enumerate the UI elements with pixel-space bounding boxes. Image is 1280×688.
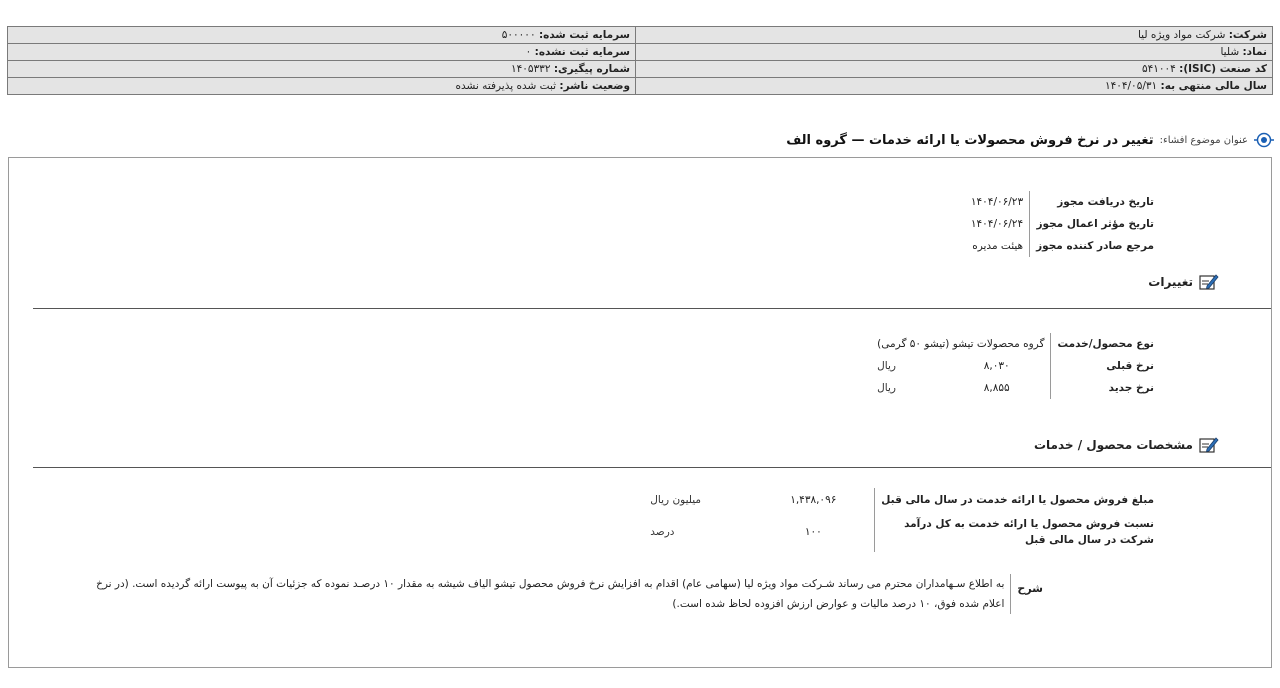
ratio-unit: درصد — [650, 526, 675, 538]
ratio-label-line-1: نسبت فروش محصول یا ارائه خدمت به کل درآمد — [904, 518, 1154, 530]
permit-receive-date-value: ۱۴۰۴/۰۶/۲۳ — [970, 196, 1024, 208]
table-row — [967, 235, 1158, 257]
table-row — [646, 512, 1158, 552]
prev-rate-value: ۸,۰۳۰ — [983, 360, 1010, 372]
changes-table — [873, 333, 1158, 399]
changes-divider — [33, 308, 1271, 309]
isic-value: ۵۴۱۰۰۴ — [1141, 63, 1176, 75]
fiscal-cell — [636, 78, 1273, 95]
capital-registered-label: سرمایه ثبت شده: — [538, 29, 630, 41]
publisher-status-value: ثبت شده پذیرفته نشده — [455, 80, 557, 92]
isic-cell — [636, 61, 1273, 78]
edit-icon — [1199, 273, 1219, 291]
capital-unregistered-cell — [8, 44, 636, 61]
product-type-value: گروه محصولات تیشو (تیشو ۵۰ گرمی) — [877, 338, 1045, 350]
capital-registered-cell — [8, 27, 636, 44]
symbol-label: نماد: — [1242, 46, 1267, 58]
new-rate-value: ۸,۸۵۵ — [983, 382, 1010, 394]
subject-title: تغییر در نرخ فروش محصولات یا ارائه خدمات — گروه الف — [786, 132, 1154, 148]
fiscal-value: ۱۴۰۴/۰۵/۳۱ — [1104, 80, 1158, 92]
tracking-value: ۱۴۰۵۳۳۲ — [510, 63, 551, 75]
prev-rate-label: نرخ قبلی — [1051, 355, 1158, 377]
specs-table — [646, 488, 1158, 552]
publisher-status-label: وضعیت ناشر: — [559, 80, 630, 92]
capital-unregistered-label: سرمایه ثبت نشده: — [534, 46, 630, 58]
specs-divider — [33, 467, 1271, 468]
table-row — [967, 191, 1158, 213]
ratio-value: ۱۰۰ — [804, 526, 822, 538]
tracking-cell — [8, 61, 636, 78]
table-row — [873, 355, 1158, 377]
changes-section-title: تغییرات — [1148, 275, 1193, 289]
changes-section-header — [1148, 273, 1219, 291]
tracking-label: شماره پیگیری: — [553, 63, 630, 75]
specs-section-title: مشخصات محصول / خدمات — [1033, 438, 1193, 452]
edit-icon — [1199, 436, 1219, 454]
fiscal-label: سال مالی منتهی به: — [1160, 80, 1267, 92]
product-type-label: نوع محصول/خدمت — [1051, 333, 1158, 355]
subject-prefix: عنوان موضوع افشاء: — [1159, 134, 1248, 146]
ratio-label — [875, 512, 1158, 552]
disclosure-subject — [786, 129, 1274, 151]
company-info-table — [7, 26, 1273, 95]
table-row — [873, 377, 1158, 399]
target-icon — [1254, 130, 1274, 150]
disclosure-panel — [8, 157, 1272, 668]
symbol-cell — [636, 44, 1273, 61]
publisher-status-cell — [8, 78, 636, 95]
table-row — [873, 333, 1158, 355]
sales-amount-value: ۱,۴۳۸,۰۹۶ — [790, 494, 837, 506]
company-value: شرکت مواد ویژه لیا — [1137, 29, 1226, 41]
company-cell — [636, 27, 1273, 44]
prev-rate-unit: ریال — [877, 360, 896, 372]
symbol-value: شلیا — [1220, 46, 1240, 58]
specs-section-header — [1034, 436, 1219, 454]
permit-table — [967, 191, 1158, 257]
permit-issuer-value: هیئت مدیره — [972, 240, 1024, 252]
table-row — [646, 488, 1158, 512]
permit-issuer-label: مرجع صادر کننده مجوز — [1030, 235, 1158, 257]
sales-amount-unit: میلیون ریال — [650, 494, 702, 506]
capital-unregistered-value: ۰ — [525, 46, 532, 58]
description-block — [94, 574, 1049, 614]
isic-label: کد صنعت (ISIC): — [1179, 63, 1267, 75]
description-label: شرح — [1010, 574, 1049, 614]
permit-effective-date-value: ۱۴۰۴/۰۶/۲۴ — [970, 218, 1024, 230]
new-rate-label: نرخ جدید — [1051, 377, 1158, 399]
description-text: به اطلاع سـهامداران محترم می رساند شـرکت مواد ویژه لیا (سهامی عام) اقدام به افزایش نرخ فروش محصول تیشو الیاف شیشه به مقدار ۱۰ درصـد نموده که جزئیات آن به پیوست ارائه گردیده است. (در نرخ اعلام شده فوق، ۱۰ درصد مالیات و عوارض ارزش افزوده لحاظ شده است.) — [96, 578, 1005, 610]
capital-registered-value: ۵۰۰۰۰۰ — [501, 29, 536, 41]
ratio-label-line-2: شرکت در سال مالی قبل — [1024, 534, 1154, 546]
company-label: شرکت: — [1228, 29, 1267, 41]
new-rate-unit: ریال — [877, 382, 896, 394]
sales-amount-label: مبلغ فروش محصول یا ارائه خدمت در سال مالی قبل — [875, 488, 1158, 512]
table-row — [967, 213, 1158, 235]
permit-receive-date-label: تاریخ دریافت مجوز — [1030, 191, 1158, 213]
permit-effective-date-label: تاریخ مؤثر اعمال مجوز — [1030, 213, 1158, 235]
